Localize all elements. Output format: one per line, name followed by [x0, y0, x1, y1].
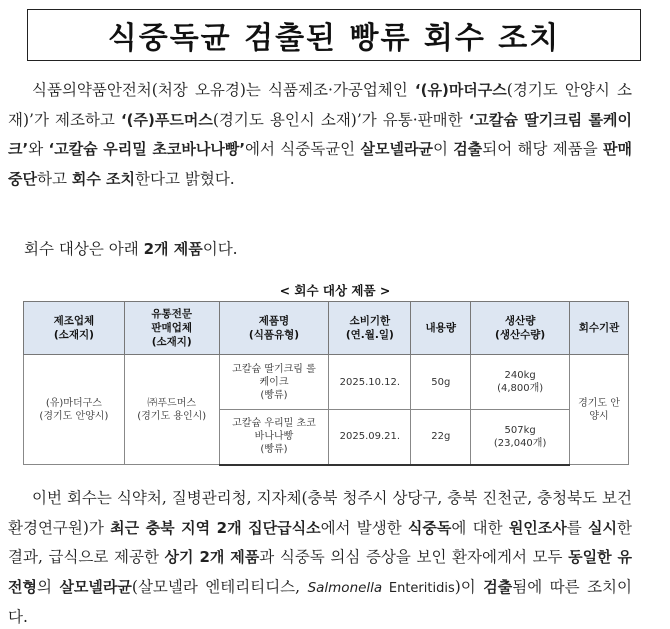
cell-product: 고칼슘 딸기크림 롤 케이크 (빵류)	[219, 355, 329, 410]
header-content: 내용량	[411, 302, 471, 355]
text-span: 한다고 밝혔다.	[135, 169, 235, 188]
bold-text: 동일한 유전형	[8, 548, 632, 596]
page-title: 식중독균 검출된 빵류 회수 조치	[107, 21, 561, 56]
header-production: 생산량 (생산수량)	[471, 302, 570, 355]
cell-manufacturer: (유)마더구스 (경기도 안양시)	[24, 355, 125, 465]
bold-text: 판매 중단	[8, 140, 632, 188]
table-header-row	[24, 302, 629, 355]
bold-text: 검출	[483, 577, 513, 596]
bold-text: 상기 2개 제품	[164, 548, 260, 566]
text-span: 식품의약품안전처(처장 오유경)는 식품제조·가공업체인	[32, 81, 415, 99]
text-span: (경기도 안양시 소재)’가 제조하고	[8, 81, 632, 129]
cell-expiry: 2025.10.12.	[329, 355, 411, 410]
table-caption: < 회수 대상 제품 >	[279, 283, 391, 298]
recall-count: 2개 제품	[143, 240, 203, 258]
text-span: 되어 해당 제품을	[482, 140, 603, 158]
cell-content: 22g	[411, 410, 471, 465]
manufacturer-name: ‘(유)마더구스	[414, 81, 507, 99]
text-span: 에 대한	[451, 518, 509, 537]
text-span: 의	[36, 577, 60, 596]
text-span: 한 결과, 급식으로 제공한	[8, 518, 632, 566]
cell-agency: 경기도 안 양시	[570, 355, 629, 465]
bold-text: 실시	[588, 518, 617, 537]
text-span: 에서 식중독균인	[245, 140, 361, 158]
intro-paragraph	[8, 76, 632, 194]
recall-count-line	[24, 235, 648, 265]
header-agency: 회수기관	[570, 302, 629, 355]
title-box	[27, 9, 641, 61]
bacteria-name: 살모넬라균	[59, 577, 132, 596]
text-span: 회수 대상은 아래	[24, 240, 144, 258]
header-distributor: 유통전문 판매업체 (소재지)	[124, 302, 219, 355]
text-span: 에서 발생한	[320, 518, 408, 537]
bold-text: 원인조사	[508, 518, 567, 537]
header-expiry: 소비기한 (연.월.일)	[329, 302, 411, 355]
bold-text: 회수 조치	[71, 169, 136, 188]
cell-distributor: ㈜푸드머스 (경기도 용인시)	[124, 355, 219, 465]
table-row	[24, 355, 629, 410]
text-span: 이번 회수는 식약처, 질병관리청, 지자체(충북 청주시 상당구, 충북 진천군, 충청북도 보건환경연구원)가	[8, 489, 632, 537]
cause-paragraph	[8, 484, 632, 629]
text-span: 와	[28, 140, 49, 158]
distributor-name: ‘(주)푸드머스	[120, 110, 213, 129]
cell-production: 240kg (4,800개)	[471, 355, 570, 410]
bold-text: 검출	[453, 140, 483, 158]
bacteria-name: 살모넬라균	[360, 140, 433, 158]
header-product: 제품명 (식품유형)	[219, 302, 329, 355]
text-span: )이	[454, 577, 484, 596]
text-span: 하고	[36, 169, 72, 188]
recall-table	[23, 301, 629, 466]
product-name-1: ‘고칼슘 딸기크림 롤케이크’	[8, 110, 632, 158]
text-span: 이다.	[202, 240, 238, 258]
text-span: 를	[566, 518, 588, 537]
text-span: 이	[432, 140, 454, 158]
bold-text: 식중독	[407, 518, 452, 537]
text-span: 됨에 따른 조치이다.	[8, 577, 633, 626]
cell-content: 50g	[411, 355, 471, 410]
scientific-name: Salmonella	[307, 579, 383, 596]
text-span: Enteritidis	[382, 580, 455, 596]
cell-product: 고칼슘 우리밀 초코 바나나빵 (빵류)	[219, 410, 329, 465]
header-manufacturer: 제조업체 (소재지)	[24, 302, 125, 355]
text-span: 과 식중독 의심 증상을 보인 환자에게서 모두	[259, 548, 569, 566]
bold-text: 최근 충북 지역 2개 집단급식소	[110, 518, 321, 537]
product-name-2: ‘고칼슘 우리밀 초코바나나빵’	[48, 140, 246, 158]
cell-production: 507kg (23,040개)	[471, 410, 570, 465]
text-span: (경기도 용인시 소재)’가 유통·판매한	[212, 110, 469, 129]
text-span: (살모넬라 엔테리티디스,	[131, 577, 308, 596]
cell-expiry: 2025.09.21.	[329, 410, 411, 465]
